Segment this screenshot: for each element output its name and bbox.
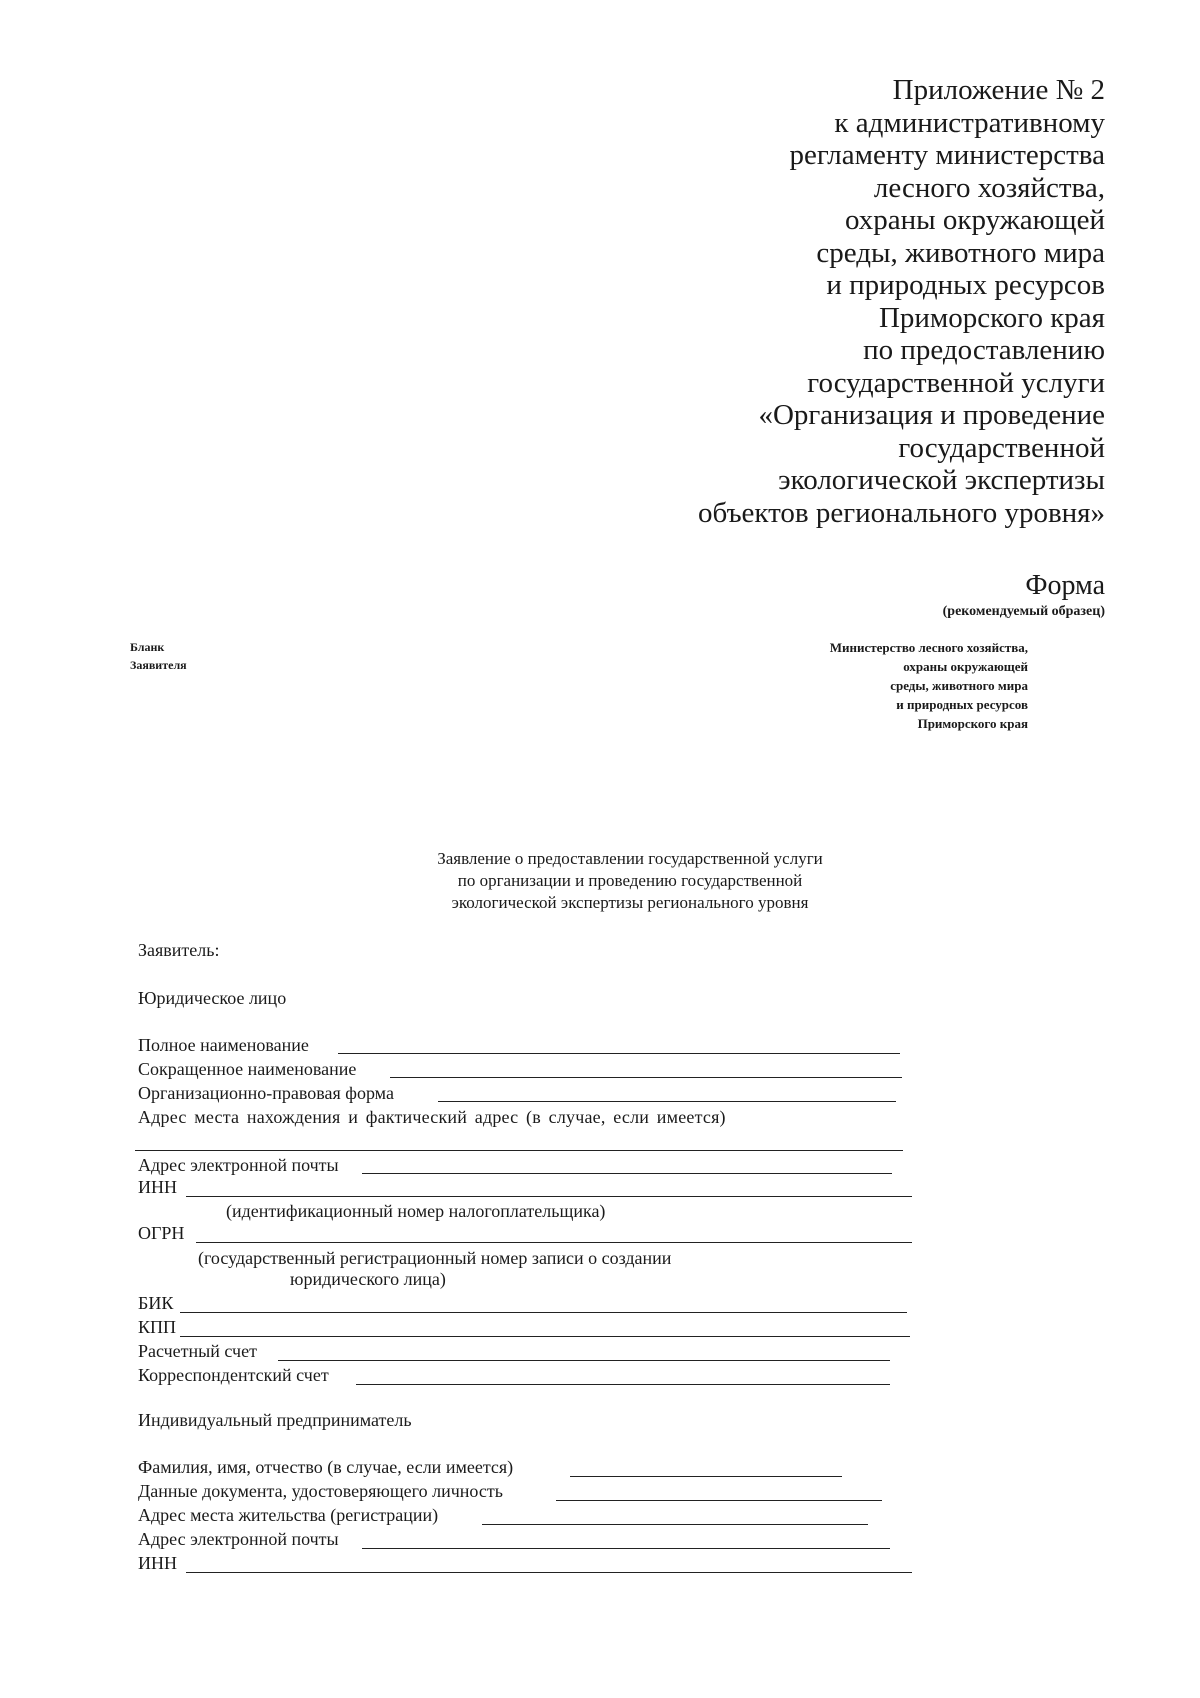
legal-form-field[interactable] — [438, 1101, 896, 1102]
appendix-line: Приморского края — [878, 301, 1105, 334]
statement-line: Заявление о предоставлении государственной услуги — [437, 849, 823, 868]
address-field[interactable] — [135, 1150, 903, 1151]
inn-field[interactable] — [186, 1196, 912, 1197]
ogrn-field[interactable] — [196, 1242, 912, 1243]
recipient-block — [830, 638, 1028, 733]
recipient-line: среды, животного мира — [890, 678, 1028, 693]
inn-note: (идентификационный номер налогоплательщика) — [226, 1201, 606, 1221]
email-field[interactable] — [362, 1173, 892, 1174]
applicant-blank — [130, 638, 187, 674]
ogrn-note: (государственный регистрационный номер записи о создании — [198, 1248, 672, 1268]
appendix-line: государственной — [898, 431, 1105, 464]
recipient-line: Приморского края — [917, 716, 1028, 731]
statement-title — [380, 848, 880, 914]
ie-email-label: Адрес электронной почты — [138, 1529, 339, 1549]
blank-line: Бланк — [130, 640, 165, 654]
appendix-line: государственной услуги — [807, 366, 1105, 399]
recipient-line: и природных ресурсов — [896, 697, 1028, 712]
corr-account-label: Корреспондентский счет — [138, 1365, 329, 1385]
applicant-label: Заявитель: — [138, 940, 220, 960]
appendix-line: «Организация и проведение — [758, 399, 1105, 431]
account-field[interactable] — [278, 1360, 890, 1361]
email-label: Адрес электронной почты — [138, 1155, 339, 1175]
appendix-line: объектов регионального уровня» — [698, 496, 1105, 529]
legal-form-label: Организационно-правовая форма — [138, 1083, 394, 1103]
ogrn-label: ОГРН — [138, 1223, 185, 1243]
legal-entity-heading: Юридическое лицо — [138, 988, 287, 1008]
ogrn-note: юридического лица) — [290, 1269, 446, 1289]
appendix-line: лесного хозяйства, — [873, 171, 1105, 204]
appendix-line: Приложение № 2 — [892, 74, 1105, 106]
full-name-field[interactable] — [338, 1053, 900, 1054]
residence-label: Адрес места жительства (регистрации) — [138, 1505, 439, 1525]
recipient-line: Министерство лесного хозяйства, — [829, 640, 1028, 655]
appendix-line: регламенту министерства — [789, 139, 1105, 171]
short-name-label: Сокращенное наименование — [138, 1059, 357, 1079]
ie-inn-field[interactable] — [186, 1572, 912, 1573]
form-title: Форма — [1025, 570, 1105, 601]
appendix-line: к административному — [834, 106, 1105, 139]
statement-line: экологической экспертизы регионального уровня — [451, 893, 809, 912]
corr-account-field[interactable] — [356, 1384, 890, 1385]
address-label: Адрес места нахождения и фактический адрес (в случае, если имеется) — [138, 1107, 726, 1127]
appendix-line: среды, животного мира — [816, 236, 1105, 269]
full-name-label: Полное наименование — [138, 1035, 309, 1055]
ie-email-field[interactable] — [362, 1548, 890, 1549]
residence-field[interactable] — [482, 1524, 868, 1525]
inn-label: ИНН — [138, 1177, 177, 1197]
appendix-line: охраны окружающей — [844, 204, 1105, 236]
appendix-header — [698, 74, 1105, 529]
kpp-field[interactable] — [180, 1336, 910, 1337]
id-doc-field[interactable] — [556, 1500, 882, 1501]
short-name-field[interactable] — [390, 1077, 902, 1078]
bik-field[interactable] — [180, 1312, 907, 1313]
individual-heading: Индивидуальный предприниматель — [138, 1410, 412, 1430]
blank-line: Заявителя — [130, 658, 187, 672]
appendix-line: экологической экспертизы — [778, 464, 1105, 496]
fio-field[interactable] — [570, 1476, 842, 1477]
ie-inn-label: ИНН — [138, 1553, 177, 1573]
bik-label: БИК — [138, 1293, 174, 1313]
id-doc-label: Данные документа, удостоверяющего личность — [138, 1481, 503, 1501]
statement-line: по организации и проведению государственной — [457, 871, 803, 890]
account-label: Расчетный счет — [138, 1341, 257, 1361]
recipient-line: охраны окружающей — [903, 659, 1028, 674]
appendix-line: и природных ресурсов — [826, 269, 1105, 301]
kpp-label: КПП — [138, 1317, 177, 1337]
form-subtitle: (рекомендуемый образец) — [942, 604, 1105, 619]
fio-label: Фамилия, имя, отчество (в случае, если имеется) — [138, 1457, 514, 1477]
appendix-line: по предоставлению — [863, 334, 1105, 366]
